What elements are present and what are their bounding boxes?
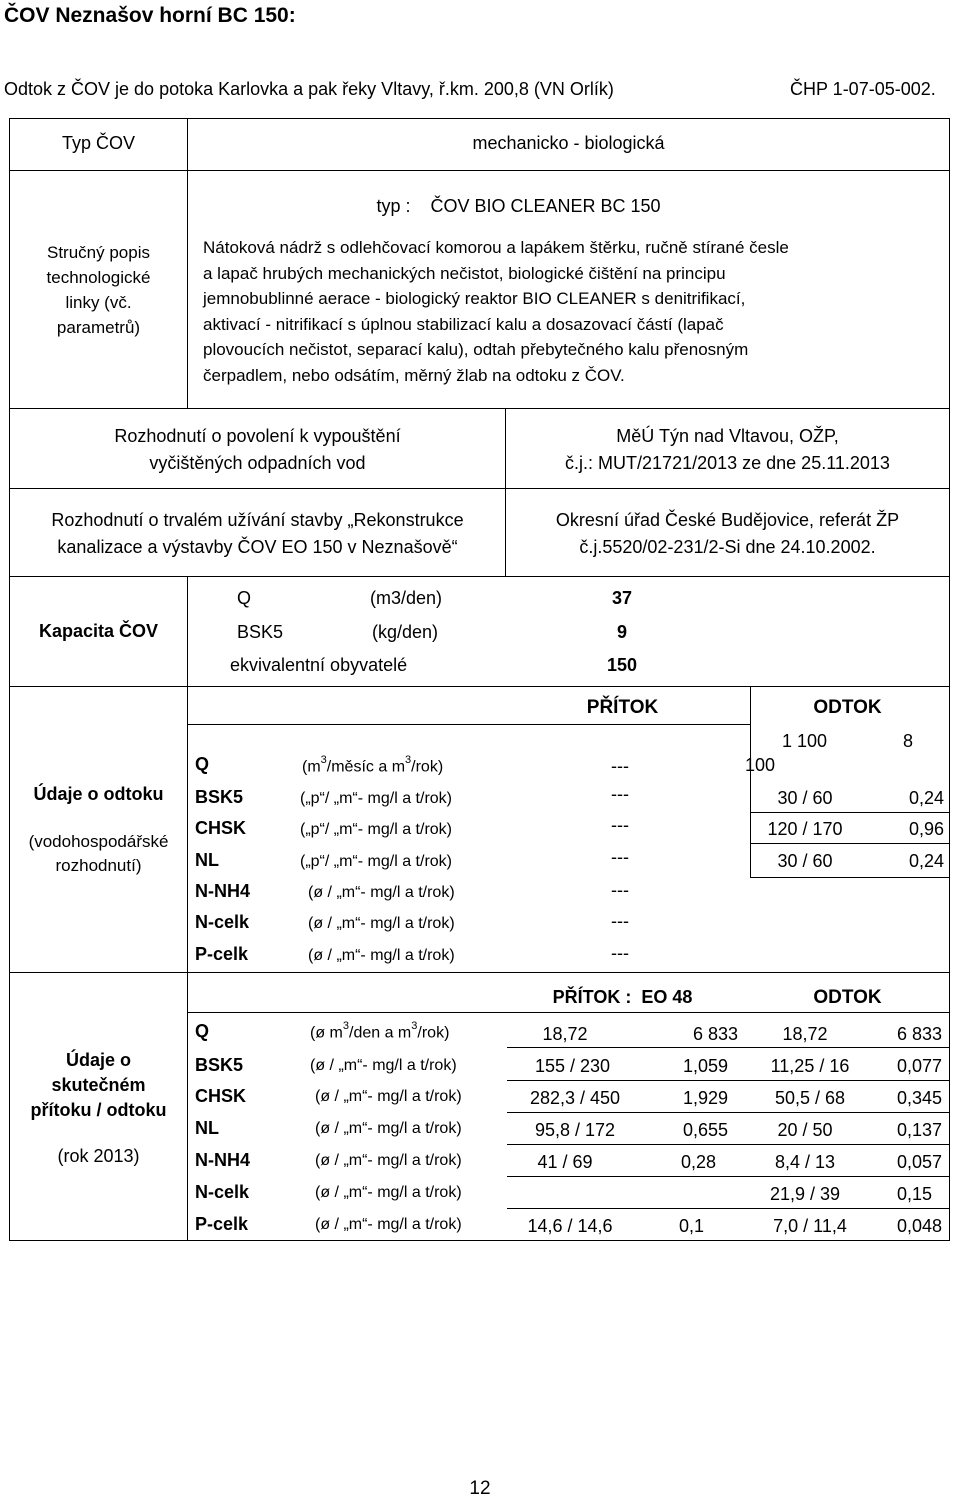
kapacita-bsk5-unit: (kg/den)	[372, 622, 439, 642]
skutecne-row-p2: 0,1	[678, 1216, 704, 1236]
skutecne-row-param: NL	[195, 1118, 219, 1138]
udaje-odtoku-header-odtok: ODTOK	[813, 697, 882, 718]
kapacita-q-value: 37	[611, 588, 633, 608]
odtok-row-param: NL	[195, 850, 219, 870]
odtok-row-pritok: ---	[611, 815, 629, 835]
kapacita-q-param: Q	[237, 588, 252, 608]
odtok-row-unit: („p“/ „m“- mg/l a t/rok)	[300, 853, 452, 870]
skutecne-row-p1: 95,8 / 172	[534, 1120, 616, 1140]
skutecne-q-o1: 18,72	[782, 1024, 828, 1044]
odtok-row-odtok1: 120 / 170	[767, 819, 843, 839]
rozhodnuti-povoleni-urad: MěÚ Týn nad Vltavou, OŽP, č.j.: MUT/21721/2013 ze dne 25.11.2013	[565, 426, 890, 473]
page-number: 12	[469, 1478, 491, 1499]
odtok-row-param: P-celk	[195, 944, 249, 964]
skutecne-row-o2: 0,137	[896, 1120, 942, 1140]
skutecne-header-pritok: PŘÍTOK : EO 48	[552, 987, 693, 1007]
kapacita-eo-value: 150	[606, 655, 638, 675]
skutecne-header-odtok: ODTOK	[813, 987, 882, 1008]
rozhodnuti-uzivani-urad: Okresní úřad České Budějovice, referát ŽP č.j.5520/02-231/2-Si dne 24.10.2002.	[555, 510, 900, 557]
odtok-row-unit: (ø / „m“- mg/l a t/rok)	[308, 947, 455, 964]
skutecne-row-unit: (ø / „m“- mg/l a t/rok)	[315, 1120, 462, 1137]
odtok-row-param: CHSK	[195, 818, 247, 838]
skutecne-row-o1: 7,0 / 11,4	[773, 1216, 847, 1236]
odtok-row-pritok: ---	[611, 784, 629, 804]
skutecne-row-p1: 14,6 / 14,6	[527, 1216, 613, 1236]
popis-label: Stručný popis technologické linky (vč. parametrů)	[46, 243, 151, 337]
skutecne-q-param: Q	[195, 1021, 210, 1041]
skutecne-row-o2: 0,077	[896, 1056, 942, 1076]
skutecne-row-o2: 0,15	[896, 1184, 932, 1204]
typ-cov-label: Typ ČOV	[61, 133, 136, 153]
odtok-row-pritok: ---	[611, 943, 629, 963]
odtok-q-odtok-top2: 8	[903, 731, 914, 751]
odtok-row-param: BSK5	[195, 787, 244, 807]
skutecne-row-o2: 0,057	[896, 1152, 942, 1172]
skutecne-year: (rok 2013)	[57, 1146, 140, 1166]
skutecne-row-unit: (ø / „m“- mg/l a t/rok)	[315, 1216, 462, 1233]
kapacita-bsk5-value: 9	[616, 622, 627, 642]
odtok-row-pritok: ---	[611, 880, 629, 900]
odtok-row-odtok1: 30 / 60	[777, 851, 833, 871]
skutecne-row-param: N-celk	[195, 1182, 250, 1202]
skutecne-row-o1: 8,4 / 13	[774, 1152, 836, 1172]
skutecne-q-p2: 6 833	[692, 1024, 738, 1044]
skutecne-row-unit: (ø / „m“- mg/l a t/rok)	[315, 1184, 462, 1201]
odtok-q-param: Q	[195, 754, 210, 774]
odtok-row-pritok: ---	[611, 911, 629, 931]
typ-cov-value: mechanicko - biologická	[472, 133, 665, 153]
odtok-row-odtok2: 0,24	[908, 851, 944, 871]
chp-code: ČHP 1-07-05-002.	[790, 79, 936, 99]
skutecne-q-o2: 6 833	[896, 1024, 942, 1044]
page-title: ČOV Neznašov horní BC 150:	[4, 4, 296, 27]
skutecne-row-o1: 20 / 50	[777, 1120, 833, 1140]
odtok-row-param: N-celk	[195, 912, 250, 932]
skutecne-q-unit: (ø $m^3$/den a $m^3/rok$)	[310, 1020, 450, 1042]
skutecne-row-p2: 0,655	[682, 1120, 728, 1140]
odtok-row-pritok: ---	[611, 847, 629, 867]
skutecne-label: Údaje o skutečném přítoku / odtoku	[30, 1050, 167, 1120]
kapacita-bsk5-param: BSK5	[237, 622, 284, 642]
odtok-row-param: N-NH4	[195, 881, 251, 901]
skutecne-row-o1: 50,5 / 68	[774, 1088, 846, 1108]
odtok-line: Odtok z ČOV je do potoka Karlovka a pak řeky Vltavy, ř.km. 200,8 (VN Orlík)	[4, 79, 614, 99]
skutecne-row-p2: 1,059	[682, 1056, 728, 1076]
odtok-q-unit: ($m^3$/měsíc a $m^3/rok$)	[302, 754, 444, 776]
popis-text: Nátoková nádrž s odlehčovací komorou a lapákem štěrku, ručně stírané česle a lapač hrubých mechanických nečistot, biologické čištění na principu jemnobublinné aerace - biologický reaktor BIO CLEANER s denitrifikací, aktivací - nitrifikací s úplnou stabilizací kalu a dosazovací částí (lapač plovoucích nečistot, separací kalu), odtah přebytečného kalu přenosným čerpadlem, nebo odsátím, měrný žlab na odtoku z ČOV.	[203, 238, 789, 385]
skutecne-row-param: CHSK	[195, 1086, 247, 1106]
skutecne-row-p1: 155 / 230	[534, 1056, 611, 1076]
odtok-q-pritok: ---	[611, 756, 629, 776]
skutecne-row-p2: 1,929	[682, 1088, 728, 1108]
odtok-q-odtok-top1: 1 100	[782, 731, 828, 751]
kapacita-q-unit: (m3/den)	[370, 588, 443, 608]
kapacita-label: Kapacita ČOV	[38, 621, 159, 641]
skutecne-row-param: N-NH4	[195, 1150, 251, 1170]
odtok-row-odtok1: 30 / 60	[777, 788, 833, 808]
udaje-odtoku-header-pritok: PŘÍTOK	[586, 697, 659, 718]
kapacita-eo-param: ekvivalentní obyvatelé	[230, 655, 408, 675]
odtok-row-odtok2: 0,96	[908, 819, 944, 839]
udaje-odtoku-sublabel: (vodohospodářské rozhodnutí)	[28, 832, 169, 875]
udaje-odtoku-label: Údaje o odtoku	[33, 784, 164, 804]
odtok-row-unit: („p“/ „m“- mg/l a t/rok)	[300, 821, 452, 838]
skutecne-q-p1: 18,72	[542, 1024, 588, 1044]
odtok-row-unit: (ø / „m“- mg/l a t/rok)	[308, 884, 455, 901]
odtok-row-odtok2: 0,24	[908, 788, 944, 808]
skutecne-row-p1: 41 / 69	[537, 1152, 593, 1172]
odtok-q-odtok-bottom: 100	[745, 755, 776, 775]
skutecne-row-unit: (ø / „m“- mg/l a t/rok)	[310, 1057, 457, 1074]
skutecne-row-o1: 21,9 / 39	[769, 1184, 841, 1204]
skutecne-row-o2: 0,345	[896, 1088, 942, 1108]
skutecne-row-p2: 0,28	[680, 1152, 716, 1172]
odtok-row-unit: („p“/ „m“- mg/l a t/rok)	[300, 790, 452, 807]
popis-title: typ : ČOV BIO CLEANER BC 150	[376, 196, 661, 216]
skutecne-row-param: BSK5	[195, 1055, 244, 1075]
rozhodnuti-uzivani: Rozhodnutí o trvalém užívání stavby „Rekonstrukce kanalizace a výstavby ČOV EO 150 v Neznašově“	[51, 510, 464, 557]
rozhodnuti-povoleni: Rozhodnutí o povolení k vypouštění vyčištěných odpadních vod	[114, 426, 401, 473]
skutecne-row-o1: 11,25 / 16	[770, 1056, 850, 1076]
skutecne-row-param: P-celk	[195, 1214, 249, 1234]
skutecne-row-o2: 0,048	[896, 1216, 942, 1236]
skutecne-row-unit: (ø / „m“- mg/l a t/rok)	[315, 1088, 462, 1105]
skutecne-row-unit: (ø / „m“- mg/l a t/rok)	[315, 1152, 462, 1169]
skutecne-row-p1: 282,3 / 450	[529, 1088, 621, 1108]
odtok-row-unit: (ø / „m“- mg/l a t/rok)	[308, 915, 455, 932]
